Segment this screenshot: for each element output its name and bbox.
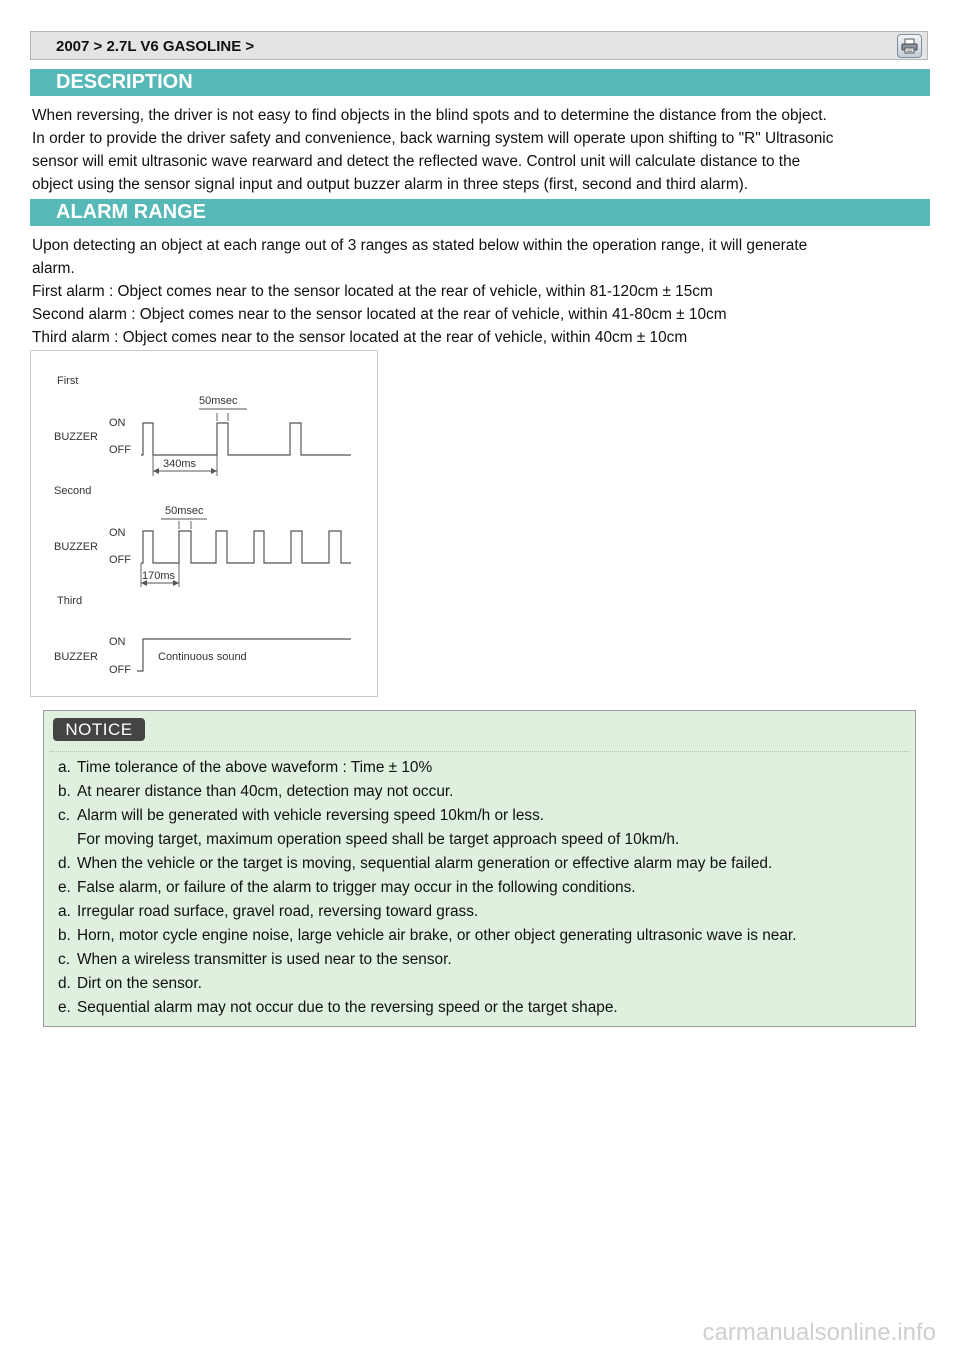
description-line: In order to provide the driver safety and convenience, back warning system will operate upon shifting to "R" Ultrasonic [32,130,834,147]
buzzer-waveform-figure [30,350,378,697]
first-pulse-label: 50msec [199,395,238,407]
notice-badge: NOTICE [53,718,145,741]
notice-text: When the vehicle or the target is moving, sequential alarm generation or effective alarm may be failed. [77,855,773,872]
second-waveform [141,531,351,563]
watermark: carmanualsonline.info [702,1319,936,1346]
notice-marker: a. [58,759,71,776]
on-label: ON [109,636,126,648]
notice-marker: b. [58,783,71,800]
description-line: sensor will emit ultrasonic wave rearward and detect the reflected wave. Control unit will calculate distance to the [32,153,801,170]
notice-item [58,924,908,948]
notice-marker: a. [58,903,71,920]
continuous-label: Continuous sound [158,651,247,663]
first-waveform [141,423,351,455]
notice-marker: c. [58,807,70,824]
notice-text: At nearer distance than 40cm, detection may not occur. [77,783,454,800]
notice-text: Horn, motor cycle engine noise, large vehicle air brake, or other object generating ultrasonic wave is near. [77,927,797,944]
alarm-range-line: alarm. [32,260,75,277]
second-pulse-label: 50msec [165,505,204,517]
description-line: object using the sensor signal input and output buzzer alarm in three steps (first, second and third alarm). [32,176,749,193]
alarm-range-line: Upon detecting an object at each range out of 3 ranges as stated below within the operation range, it will generate [32,237,808,254]
off-label: OFF [109,554,131,566]
notice-marker: d. [58,975,71,992]
notice-divider [50,751,909,752]
off-label: OFF [109,664,131,676]
off-label: OFF [109,444,131,456]
notice-marker: e. [58,999,71,1016]
first-period-arrow-right [211,468,217,474]
notice-item [58,804,908,828]
notice-item [58,996,908,1020]
notice-item [58,852,908,876]
notice-marker: e. [58,879,71,896]
buzzer-label: BUZZER [54,651,98,663]
notice-item [58,876,908,900]
notice-text: Dirt on the sensor. [77,975,202,992]
buzzer-label: BUZZER [54,541,98,553]
buzzer-label: BUZZER [54,431,98,443]
notice-marker: b. [58,927,71,944]
waveform-diagram [31,351,377,696]
notice-item [58,900,908,924]
description-heading: DESCRIPTION [30,69,930,96]
third-label: Third [57,595,83,607]
alarm-range-line: First alarm : Object comes near to the sensor located at the rear of vehicle, within 81-120cm ± 15cm [32,283,713,300]
first-period-arrow-left [153,468,159,474]
notice-item [58,972,908,996]
second-period-label: 170ms [142,570,176,582]
alarm-range-heading: ALARM RANGE [30,199,930,226]
notice-marker: c. [58,951,70,968]
first-label: First [57,375,79,387]
notice-item [58,948,908,972]
description-line: When reversing, the driver is not easy to find objects in the blind spots and to determine the distance from the object. [32,107,827,124]
first-period-label: 340ms [163,458,197,470]
notice-text: When a wireless transmitter is used near to the sensor. [77,951,452,968]
notice-text: Irregular road surface, gravel road, reversing toward grass. [77,903,479,920]
notice-item [58,780,908,804]
breadcrumb-text[interactable]: 2007 > 2.7L V6 GASOLINE > [56,38,255,55]
second-label: Second [54,485,92,497]
alarm-range-line: Third alarm : Object comes near to the sensor located at the rear of vehicle, within 40cm ± 10cm [32,329,688,346]
alarm-range-line: Second alarm : Object comes near to the sensor located at the rear of vehicle, within 41-80cm ± 10cm [32,306,727,323]
description-text [32,104,928,196]
notice-list [58,756,908,1020]
notice-marker: d. [58,855,71,872]
notice-box [43,710,916,1027]
notice-text: Time tolerance of the above waveform : Time ± 10% [77,759,433,776]
printer-icon [901,38,918,54]
on-label: ON [109,417,126,429]
alarm-range-text [32,234,928,349]
notice-continuation: For moving target, maximum operation speed shall be target approach speed of 10km/h. [77,831,680,848]
notice-item [58,756,908,780]
print-button[interactable] [897,34,922,58]
breadcrumb [30,31,928,60]
notice-text: Alarm will be generated with vehicle reversing speed 10km/h or less. [77,807,545,824]
on-label: ON [109,527,126,539]
notice-text: Sequential alarm may not occur due to the reversing speed or the target shape. [77,999,618,1016]
notice-text: False alarm, or failure of the alarm to trigger may occur in the following conditions. [77,879,636,896]
